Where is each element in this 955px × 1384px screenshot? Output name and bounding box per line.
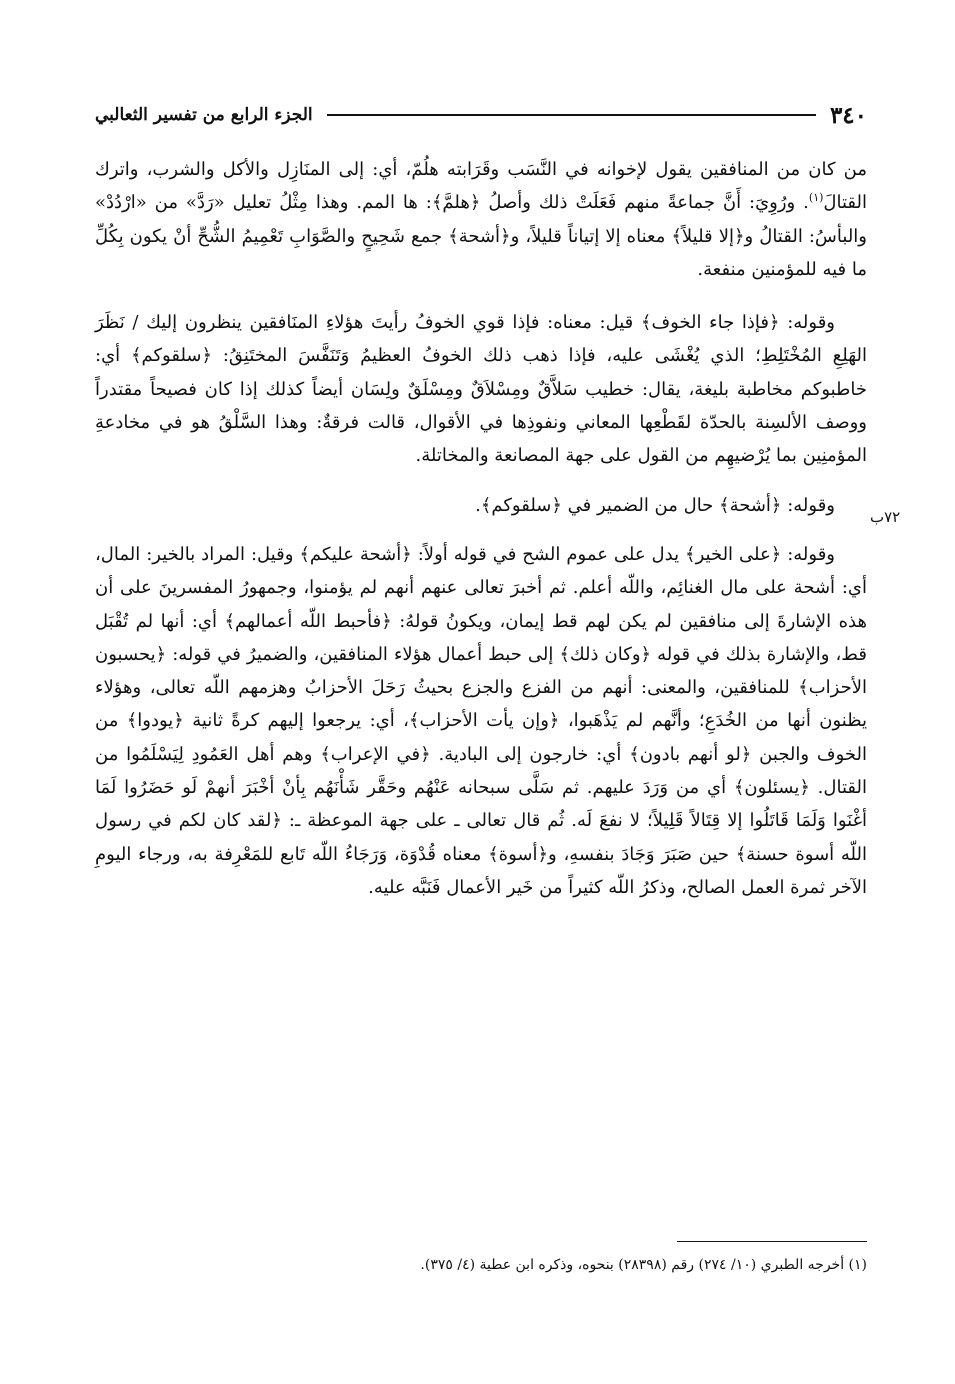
paragraph-4: وقوله: ﴿على الخير﴾ يدل على عموم الشح في قوله أولاً: ﴿أشحة عليكم﴾ وقيل: المراد بالخير: المال، أي: أشحة على مال الغنائِم، واللّه أعلم. ثم أخبرَ تعالى عنهم أنهم لم يؤمنوا، وجمهورُ المفسرينَ على أن هذه الإشارةَ إلى منافقين لم يكن لهم قط إيمان، ويكونُ قولهُ: ﴿فأحبط اللّه أعمالهم﴾ أي: أنها لم تُقْبَل قط، والإشارة بذلك في قوله ﴿وكان ذلك﴾ إلى حبط أعمال هؤلاء المنافقين، والضميرُ في قوله: ﴿يحسبون الأحزاب﴾ للمنافقين، والمعنى: أنهم من الفزع والجزع بحيثُ رَحَلَ الأحزابُ وهزمهم اللّه تعالى، وهؤلاء يظنون أنها من الخُدَعِ؛ وأنَّهم لم يَذْهَبوا، ﴿وإن يأت الأحزاب﴾، أي: يرجعوا إليهم كرةً ثانية ﴿يودوا﴾ من الخوف والجبن ﴿لو أنهم بادون﴾ أي: خارجون إلى البادية. ﴿في الإعراب﴾ وهم أهل العَمُودِ لِيَسْلَمُوا من القتال. ﴿يسئلون﴾ أي من وَرَدَ عليهم. ثم سَلَّى سبحانه عَنْهُم وحَقَّر شَأْنَهُم بِأنْ أخْبَرَ أنهمْ لَو حَضَرُوا لَمَا أغْنَوا وَلَمَا قَاتَلُوا إلا قِتَالاً قَلِيلاً؛ لا نفعَ لَه. ثُم قال تعالى ـ على جهة الموعظة ـ: ﴿لقد كان لكم في رسول اللّه أسوة حسنة﴾ حين صَبَرَ وَجَادَ بنفسهِ، و﴿أسوة﴾ معناه قُدْوَة، وَرَجَاءُ اللّه تَابع للمَعْرِفة به، ورجاء اليومِ الآخر ثمرة العمل الصالح، وذكرُ اللّه كثيراً من خَير الأعمال فَنَبَّه عليه.	[95, 543, 867, 898]
header-rule	[327, 114, 816, 116]
paragraph-2: وقوله: ﴿فإذا جاء الخوف﴾ قيل: معناه: فإذا قوي الخوفُ رأيتَ هؤلاءِ المنَافقين ينظرون إليك / نَظَرَ الهَلِعِ المُخْتَلِطِ؛ الذي يُغْشَى عليه، فإذا ذهب ذلك الخوفُ العظيمُ وَتَنَفَّسَ المختَنِقُ: ﴿سلقوكم﴾ أي: خاطبوكم مخاطبة بليغة، يقال: خطيب سَلاَّقٌ ومِسْلاَقٌ ومِسْلَقٌ ولِسَان أيضاً كذلك إذا كان فصيحاً مقتدراً ووصف الألسِنة بالحدّة لقَطْعِها المعاني ونفوذِها في الأقوال، قالت فرقةٌ: وهذا السَّلْقُ هو في مخادعةِ المؤمنِين بما يُرْضيهِم من القول على جهة المصانعة والمخاتلة.	[95, 312, 867, 467]
manuscript-folio-note: ٧٢ب	[870, 508, 901, 526]
page-body	[95, 153, 867, 920]
footnote-rule	[677, 1241, 867, 1242]
paragraph-1: من كان من المنافقين يقول لإخوانه في النَّسَب وقَرَابته هلُمّ، أي: إلى المنَازِل والأكل والشرب، واترك القتالَ$^{(١)}$. ورُوِيَ: أَنَّ جماعةً منهم فَعَلَتْ ذلك وأصلُ ﴿هلمَّ﴾: ها المم. وهذا مِثْلُ تعليل «رَدَّ» من «ارْدُدْ» والبأسُ: القتالُ و﴿إلا قليلاً﴾ معناه إلا إتياناً قليلاً، و﴿أشحة﴾ جمع شَحِيحٍ والصَّوَابِ تَعْمِيمُ الشُّحِّ أنْ يكون بِكُلِّ ما فيه للمؤمنين منفعة.	[95, 159, 867, 280]
running-title: الجزء الرابع من تفسير الثعالبي	[95, 105, 313, 125]
running-header	[95, 95, 867, 135]
book-page	[95, 95, 901, 1355]
footnote-reference: (١)	[808, 191, 824, 205]
paragraph-3: وقوله: ﴿أشحة﴾ حال من الضمير في ﴿سلقوكم﴾.	[475, 494, 835, 516]
page-number: ٣٤٠	[829, 101, 867, 129]
footnote: (١) أخرجه الطبري (١٠/ ٢٧٤) رقم (٢٨٣٩٨) بنحوه، وذكره ابن عطية (٤/ ٣٧٥).	[420, 1257, 867, 1273]
